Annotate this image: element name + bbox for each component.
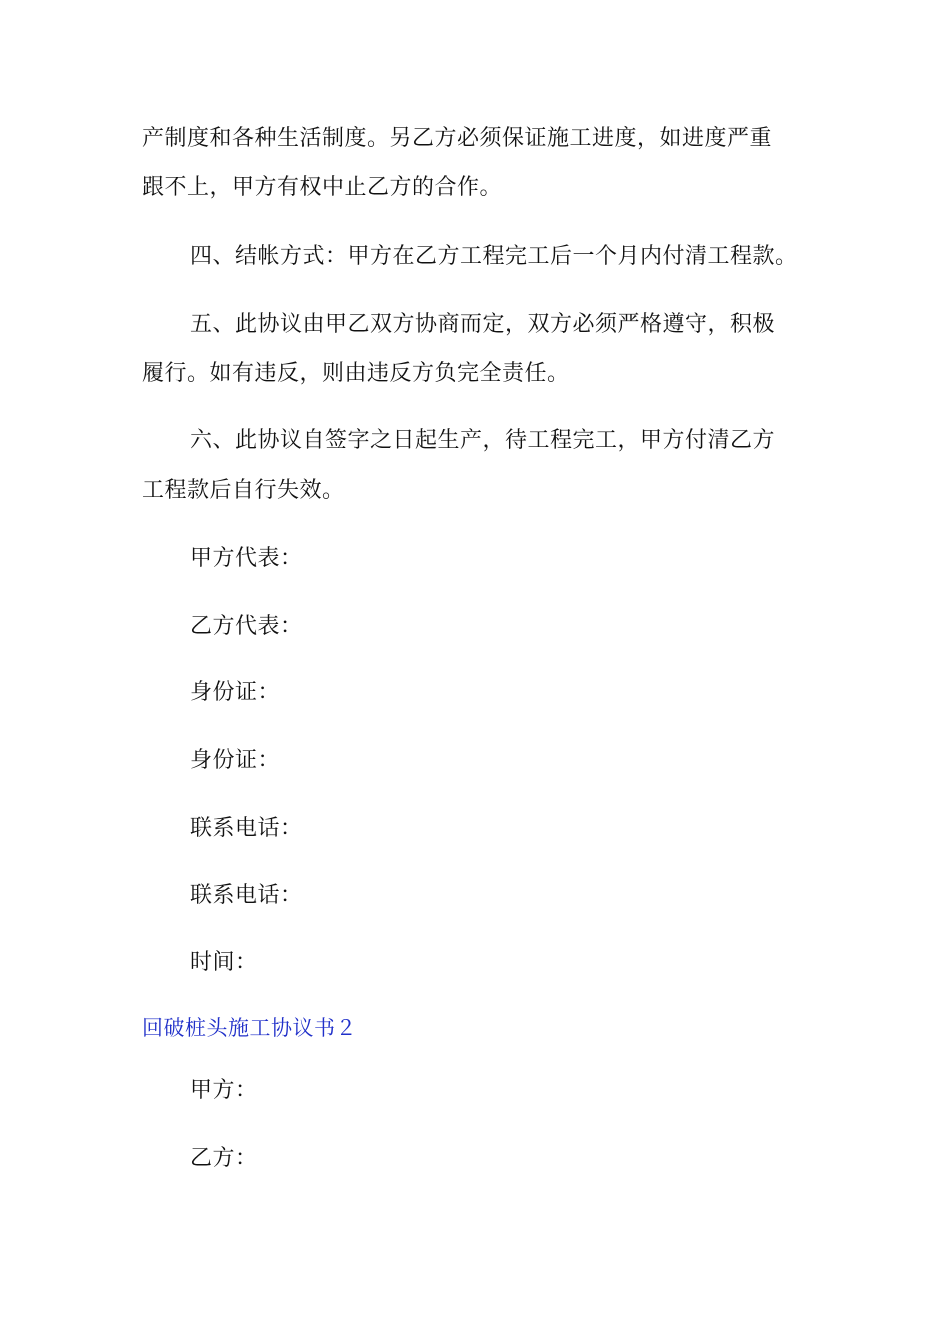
party-b-label: 乙方： bbox=[190, 1146, 258, 1171]
paragraph-line: 产制度和各种生活制度。另乙方必须保证施工进度，如进度严重 bbox=[142, 126, 773, 151]
clause-6-line: 工程款后自行失效。 bbox=[142, 478, 345, 503]
clause-6-line: 六、此协议自签字之日起生产，待工程完工，甲方付清乙方 bbox=[190, 428, 776, 453]
party-a-label: 甲方： bbox=[190, 1078, 258, 1103]
party-a-representative-label: 甲方代表： bbox=[190, 546, 303, 571]
id-card-label: 身份证： bbox=[190, 748, 281, 773]
clause-5-line: 五、此协议由甲乙双方协商而定，双方必须严格遵守，积极 bbox=[190, 312, 776, 337]
clause-4-line: 四、结帐方式：甲方在乙方工程完工后一个月内付清工程款。 bbox=[190, 244, 798, 269]
party-b-representative-label: 乙方代表： bbox=[190, 614, 303, 639]
phone-label: 联系电话： bbox=[190, 883, 303, 908]
clause-5-line: 履行。如有违反，则由违反方负完全责任。 bbox=[142, 361, 570, 386]
paragraph-line: 跟不上，甲方有权中止乙方的合作。 bbox=[142, 175, 503, 200]
section-heading: 回破桩头施工协议书２ bbox=[142, 1016, 357, 1040]
phone-label: 联系电话： bbox=[190, 816, 303, 841]
date-label: 时间： bbox=[190, 950, 258, 975]
id-card-label: 身份证： bbox=[190, 680, 281, 705]
